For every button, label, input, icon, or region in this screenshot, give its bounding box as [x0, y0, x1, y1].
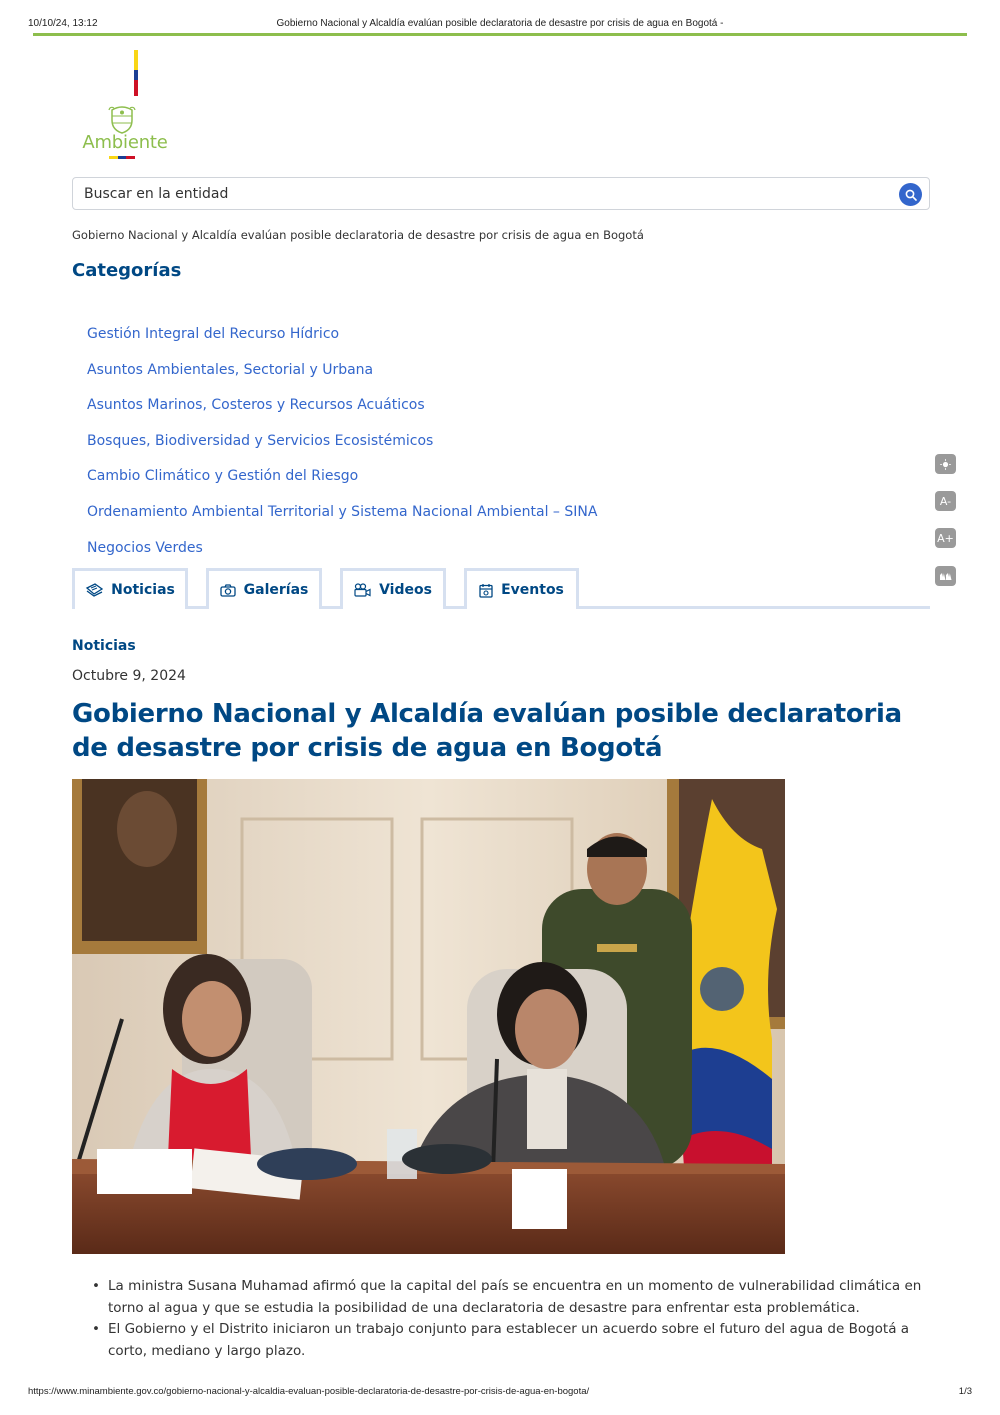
breadcrumb: Gobierno Nacional y Alcaldía evalúan posible declaratoria de desastre por crisis de agua en Bogotá [72, 228, 644, 242]
calendar-icon [479, 583, 493, 598]
category-link-asuntos-ambientales[interactable]: Asuntos Ambientales, Sectorial y Urbana [87, 361, 374, 378]
increase-font-button[interactable]: A+ [935, 528, 956, 548]
content-tabs [72, 568, 930, 609]
category-link-asuntos-marinos[interactable]: Asuntos Marinos, Costeros y Recursos Acuáticos [87, 397, 425, 414]
article-title: Gobierno Nacional y Alcaldía evalúan posible declaratoria de desastre por crisis de agua en Bogotá [72, 699, 902, 763]
flag-bar [134, 50, 138, 96]
article-highlights [108, 1276, 938, 1362]
contrast-button[interactable] [935, 454, 956, 474]
tab-eventos-label: Eventos [501, 582, 564, 598]
categories-list [87, 326, 597, 575]
print-footer [28, 1386, 972, 1400]
tab-videos[interactable] [340, 568, 446, 609]
coat-of-arms-icon [108, 104, 136, 134]
newspaper-icon [85, 583, 103, 597]
article-date: Octubre 9, 2024 [72, 668, 186, 684]
highlight-item: • El Gobierno y el Distrito iniciaron un trabajo conjunto para establecer un acuerdo sobre el futuro del agua de Bogotá a corto, mediano y largo plazo. [108, 1319, 938, 1362]
tab-galerias[interactable] [206, 568, 322, 609]
search-button[interactable] [899, 183, 922, 206]
tab-noticias-label: Noticias [111, 582, 175, 598]
category-link-cambio-climatico[interactable]: Cambio Climático y Gestión del Riesgo [87, 468, 359, 485]
article-photo [72, 779, 785, 1254]
print-url: https://www.minambiente.gov.co/gobierno-nacional-y-alcaldia-evaluan-posible-declaratoria-de-desastre-por-crisis-de-agua-en-bogota/ [28, 1386, 590, 1397]
decrease-font-button[interactable]: A- [935, 491, 956, 511]
sign-language-icon [939, 571, 952, 582]
header-divider [33, 33, 967, 36]
search-icon [905, 189, 917, 201]
sign-language-button[interactable] [935, 566, 956, 586]
logo-tricolor [109, 156, 135, 159]
tab-galerias-label: Galerías [243, 582, 309, 598]
video-icon [354, 583, 371, 597]
categories-title: Categorías [72, 260, 182, 281]
contrast-icon [940, 459, 951, 470]
category-link-recurso-hidrico[interactable]: Gestión Integral del Recurso Hídrico [87, 326, 340, 342]
article-section[interactable]: Noticias [72, 638, 136, 654]
search-box [72, 177, 930, 210]
print-datetime: 10/10/24, 13:12 [28, 18, 98, 29]
tab-videos-label: Videos [379, 582, 432, 598]
ambiente-logo[interactable] [80, 50, 170, 162]
tab-eventos[interactable] [464, 568, 579, 609]
logo-text: Ambiente [82, 132, 168, 153]
tab-noticias[interactable] [72, 568, 188, 609]
category-link-bosques[interactable]: Bosques, Biodiversidad y Servicios Ecosistémicos [87, 432, 434, 449]
category-link-negocios-verdes[interactable]: Negocios Verdes [87, 539, 203, 556]
search-input[interactable] [84, 184, 884, 204]
camera-icon [220, 584, 236, 597]
category-link-ordenamiento[interactable]: Ordenamiento Ambiental Territorial y Sistema Nacional Ambiental – SINA [87, 503, 598, 520]
print-page-number: 1/3 [958, 1386, 972, 1397]
print-document-title: Gobierno Nacional y Alcaldía evalúan posible declaratoria de desastre por crisis de agua en Bogotá - [276, 18, 724, 29]
highlight-item: • La ministra Susana Muhamad afirmó que la capital del país se encuentra en un momento de vulnerabilidad climática en torno al agua y que se estudia la posibilidad de una declaratoria de desastre para enfrentar esta problemática. [108, 1276, 938, 1319]
print-header [28, 18, 972, 32]
